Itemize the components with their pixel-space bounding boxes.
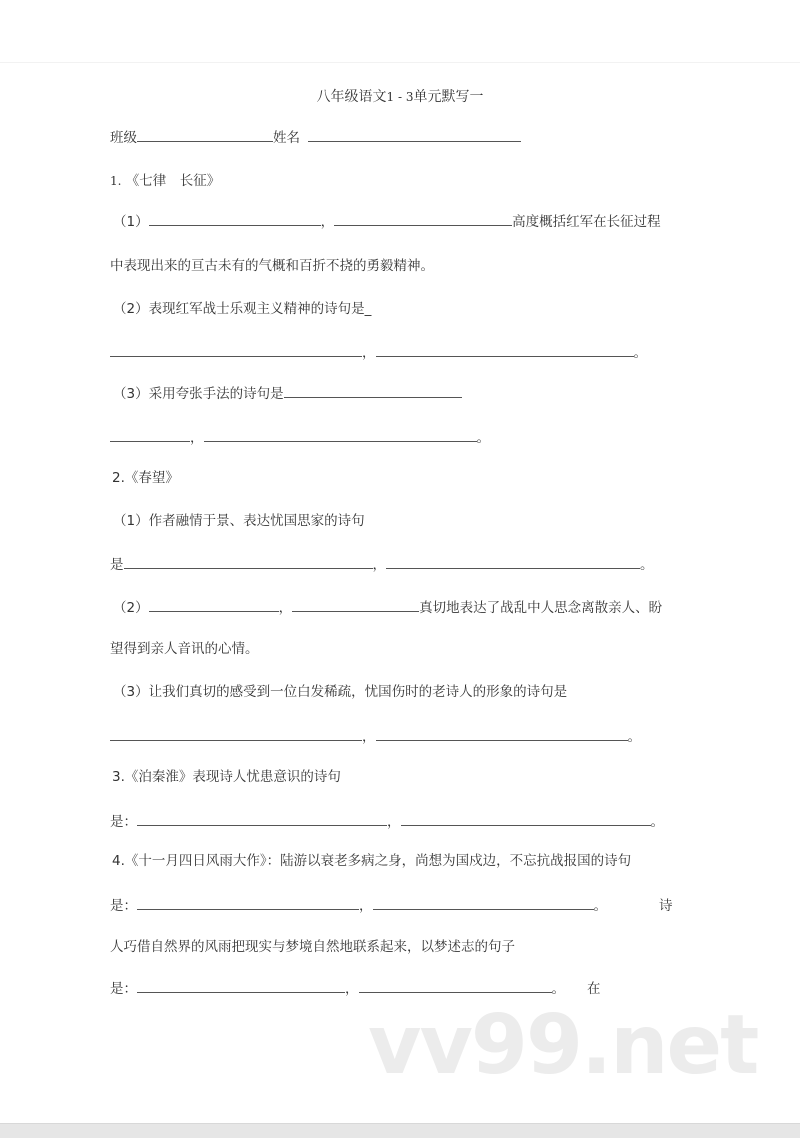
answer-blank[interactable] — [149, 211, 321, 226]
period: 。 — [627, 729, 641, 745]
q2-item-2 — [113, 597, 662, 617]
item-text: 在 — [587, 981, 601, 997]
answer-blank[interactable] — [110, 427, 190, 442]
item-text: 诗 — [659, 898, 673, 914]
answer-blank[interactable] — [110, 726, 362, 741]
q4-answer-1 — [110, 895, 673, 915]
q2-item-2-cont: 望得到亲人音讯的心情。 — [110, 641, 259, 657]
item-text: 真切地表达了战乱中人思念离散亲人、盼 — [419, 600, 663, 616]
question-2-heading: 2.《春望》 — [112, 470, 179, 486]
question-number: 1. — [110, 174, 122, 188]
name-label: 姓名 — [273, 130, 300, 146]
q1-item-3 — [113, 383, 462, 403]
answer-blank[interactable] — [110, 342, 362, 357]
watermark: vv99.net — [368, 998, 758, 1093]
answer-blank[interactable] — [334, 211, 512, 226]
answer-blank[interactable] — [124, 554, 373, 569]
comma: ， — [278, 600, 293, 616]
period: 。 — [640, 557, 654, 573]
q1-item-2-answer — [110, 342, 647, 362]
answer-blank[interactable] — [292, 597, 419, 612]
page-title — [0, 86, 800, 106]
comma: ， — [362, 729, 376, 745]
answer-blank[interactable] — [137, 895, 359, 910]
item-text: 是： — [110, 814, 137, 830]
q4-answer-2 — [110, 978, 601, 998]
comma: ， — [345, 981, 359, 997]
period: 。 — [551, 981, 565, 997]
item-text: 是： — [110, 981, 137, 997]
comma: ， — [372, 557, 386, 573]
page-bottom-edge — [0, 1123, 800, 1138]
q2-item-3: （3）让我们真切的感受到一位白发稀疏，忧国伤时的老诗人的形象的诗句是 — [113, 684, 568, 700]
answer-blank[interactable] — [401, 811, 651, 826]
q1-item-3-answer — [110, 427, 490, 447]
comma: ， — [359, 898, 373, 914]
name-field[interactable] — [308, 127, 521, 142]
question-1-heading — [110, 171, 220, 191]
class-field[interactable] — [137, 127, 273, 142]
title-text-end: 单元默写一 — [413, 89, 484, 105]
answer-blank[interactable] — [284, 383, 462, 398]
q1-item-1 — [113, 211, 661, 231]
q3-answer — [110, 811, 664, 831]
comma: ， — [320, 214, 335, 230]
q1-item-1-cont: 中表现出来的亘古未有的气概和百折不挠的勇毅精神。 — [110, 258, 434, 274]
period: 。 — [633, 345, 647, 361]
q2-item-1: （1）作者融情于景、表达忧国思家的诗句 — [113, 513, 365, 529]
comma: ， — [190, 430, 204, 446]
answer-blank[interactable] — [137, 811, 387, 826]
q1-item-2: （2）表现红军战士乐观主义精神的诗句是_ — [113, 301, 372, 317]
comma: ， — [387, 814, 401, 830]
page-top-edge — [0, 62, 800, 63]
period: 。 — [650, 814, 664, 830]
item-text: （3）采用夸张手法的诗句是 — [113, 386, 284, 402]
period: 。 — [593, 898, 607, 914]
answer-blank[interactable] — [373, 895, 594, 910]
item-label: （1） — [113, 214, 149, 230]
answer-blank[interactable] — [376, 726, 628, 741]
title-text: 八年级语文 — [316, 89, 387, 105]
item-text: 是： — [110, 898, 137, 914]
item-text: 是 — [110, 557, 124, 573]
answer-blank[interactable] — [137, 978, 345, 993]
student-info-row — [110, 127, 521, 147]
q2-item-3-answer — [110, 726, 641, 746]
period: 。 — [476, 430, 490, 446]
answer-blank[interactable] — [376, 342, 634, 357]
item-text: 高度概括红军在长征过程 — [512, 214, 661, 230]
answer-blank[interactable] — [149, 597, 279, 612]
title-unit-range: 1 - 3 — [386, 90, 414, 104]
comma: ， — [362, 345, 376, 361]
q4-cont: 人巧借自然界的风雨把现实与梦境自然地联系起来，以梦述志的句子 — [110, 939, 515, 955]
question-3-heading: 3.《泊秦淮》表现诗人忧患意识的诗句 — [112, 769, 341, 785]
answer-blank[interactable] — [204, 427, 477, 442]
poem-title: 《七律 长征》 — [125, 173, 221, 189]
answer-blank[interactable] — [386, 554, 640, 569]
class-label: 班级 — [110, 130, 137, 146]
item-label: （2） — [113, 600, 149, 616]
q2-item-1-answer — [110, 554, 654, 574]
question-4-heading: 4.《十一月四日风雨大作》：陆游以衰老多病之身，尚想为国戍边，不忘抗战报国的诗句 — [112, 853, 632, 869]
answer-blank[interactable] — [359, 978, 552, 993]
